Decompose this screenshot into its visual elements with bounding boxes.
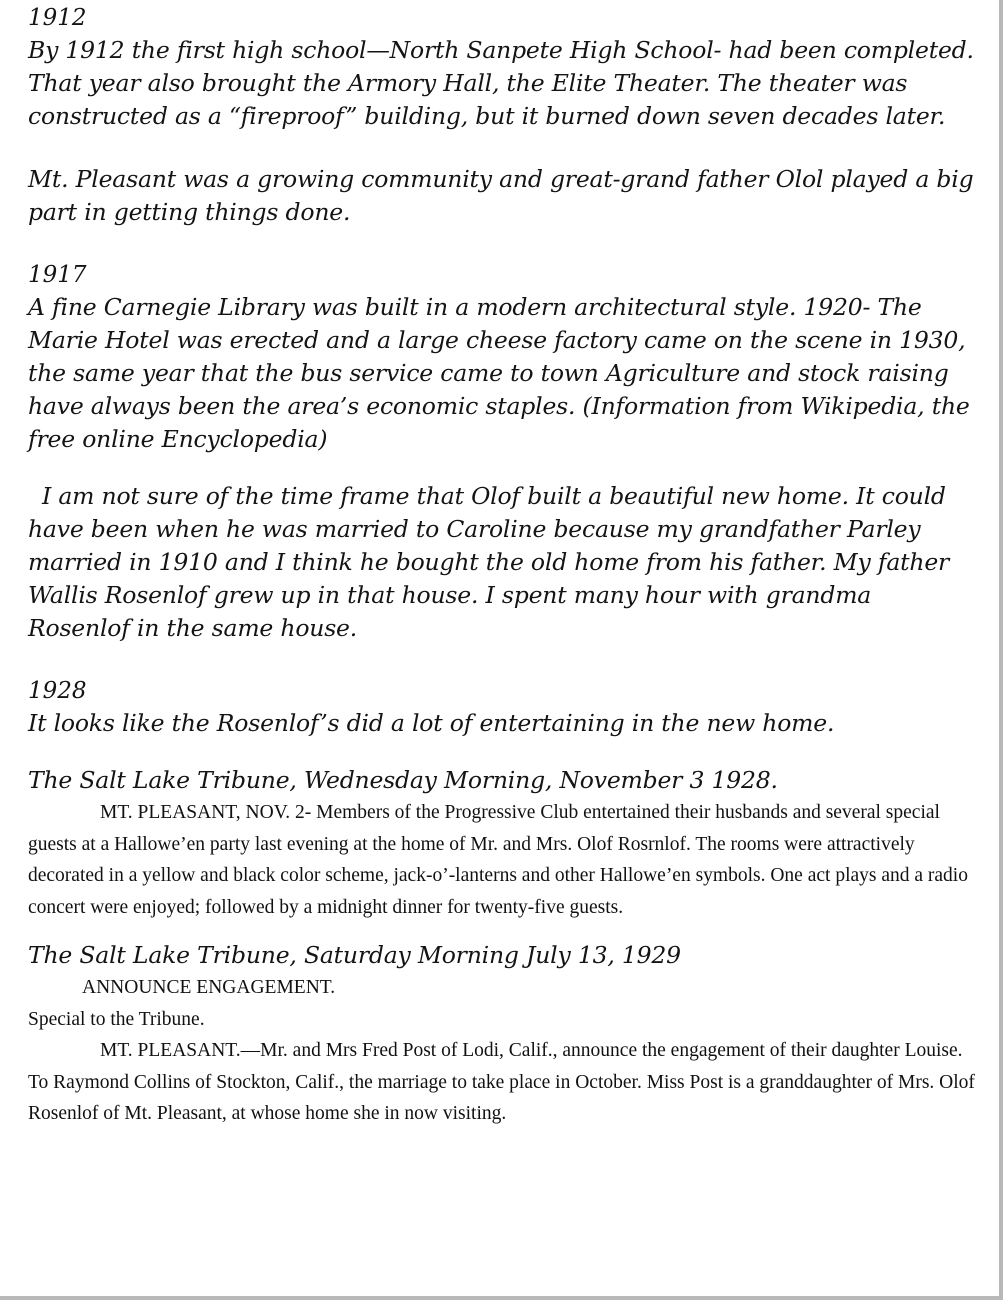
tribune-1929-article: MT. PLEASANT.—Mr. and Mrs Fred Post of Lodi, Calif., announce the engagement of their daughter Louise. To Raymond Collins of Stockton, Calif., the marriage to take place in October. Miss Post is a granddaughter of Mrs. Olof Rosenlof of Mt. Pleasant, at whose home she in now visiting. — [28, 1040, 975, 1124]
paragraph-home: I am not sure of the time frame that Olof built a beautiful new home. It could have been when he was married to Caroline because my grandfather Parley married in 1910 and I think he bought the old home from his father. My father Wallis Rosenlof grew up in that house. I spent many hour with grandma Rosenlof in the same house. — [28, 482, 950, 642]
paragraph-1912: By 1912 the first high school—North Sanpete High School- had been completed. That year also brought the Armory Hall, the Elite Theater. The theater was constructed as a “fireproof” building, but it burned down seven decades later. — [28, 36, 974, 130]
document-content — [28, 2, 978, 1130]
year-heading-1928: 1928 — [28, 678, 87, 704]
tribune-1929-heading: The Salt Lake Tribune, Saturday Morning July 13, 1929 — [28, 941, 681, 969]
tribune-1928-article: MT. PLEASANT, NOV. 2- Members of the Progressive Club entertained their husbands and several special guests at a Hallowe’en party last evening at the home of Mr. and Mrs. Olof Rosrnlof. The rooms were attractively decorated in a yellow and black color scheme, jack-o’-lanterns and other Hallowe’en symbols. One act plays and a radio concert were enjoyed; followed by a midnight dinner for twenty-five guests. — [28, 802, 968, 918]
paragraph-community: Mt. Pleasant was a growing community and great-grand father Olol played a big part in getting things done. — [28, 165, 974, 226]
paragraph-1928: It looks like the Rosenlof’s did a lot of entertaining in the new home. — [28, 709, 835, 737]
paragraph-1917: A fine Carnegie Library was built in a modern architectural style. 1920- The Marie Hotel was erected and a large cheese factory came on the scene in 1930, the same year that the bus service came to town Agriculture and stock raising have always been the area’s economic staples. (Information from Wikipedia, the free online Encyclopedia) — [28, 293, 970, 453]
tribune-1929-title: ANNOUNCE ENGAGEMENT. — [82, 977, 336, 998]
tribune-1928-heading: The Salt Lake Tribune, Wednesday Morning, November 3 1928. — [28, 766, 778, 794]
tribune-1929-byline: Special to the Tribune. — [28, 1008, 205, 1030]
year-heading-1917: 1917 — [28, 262, 87, 288]
year-heading-1912: 1912 — [28, 5, 87, 31]
